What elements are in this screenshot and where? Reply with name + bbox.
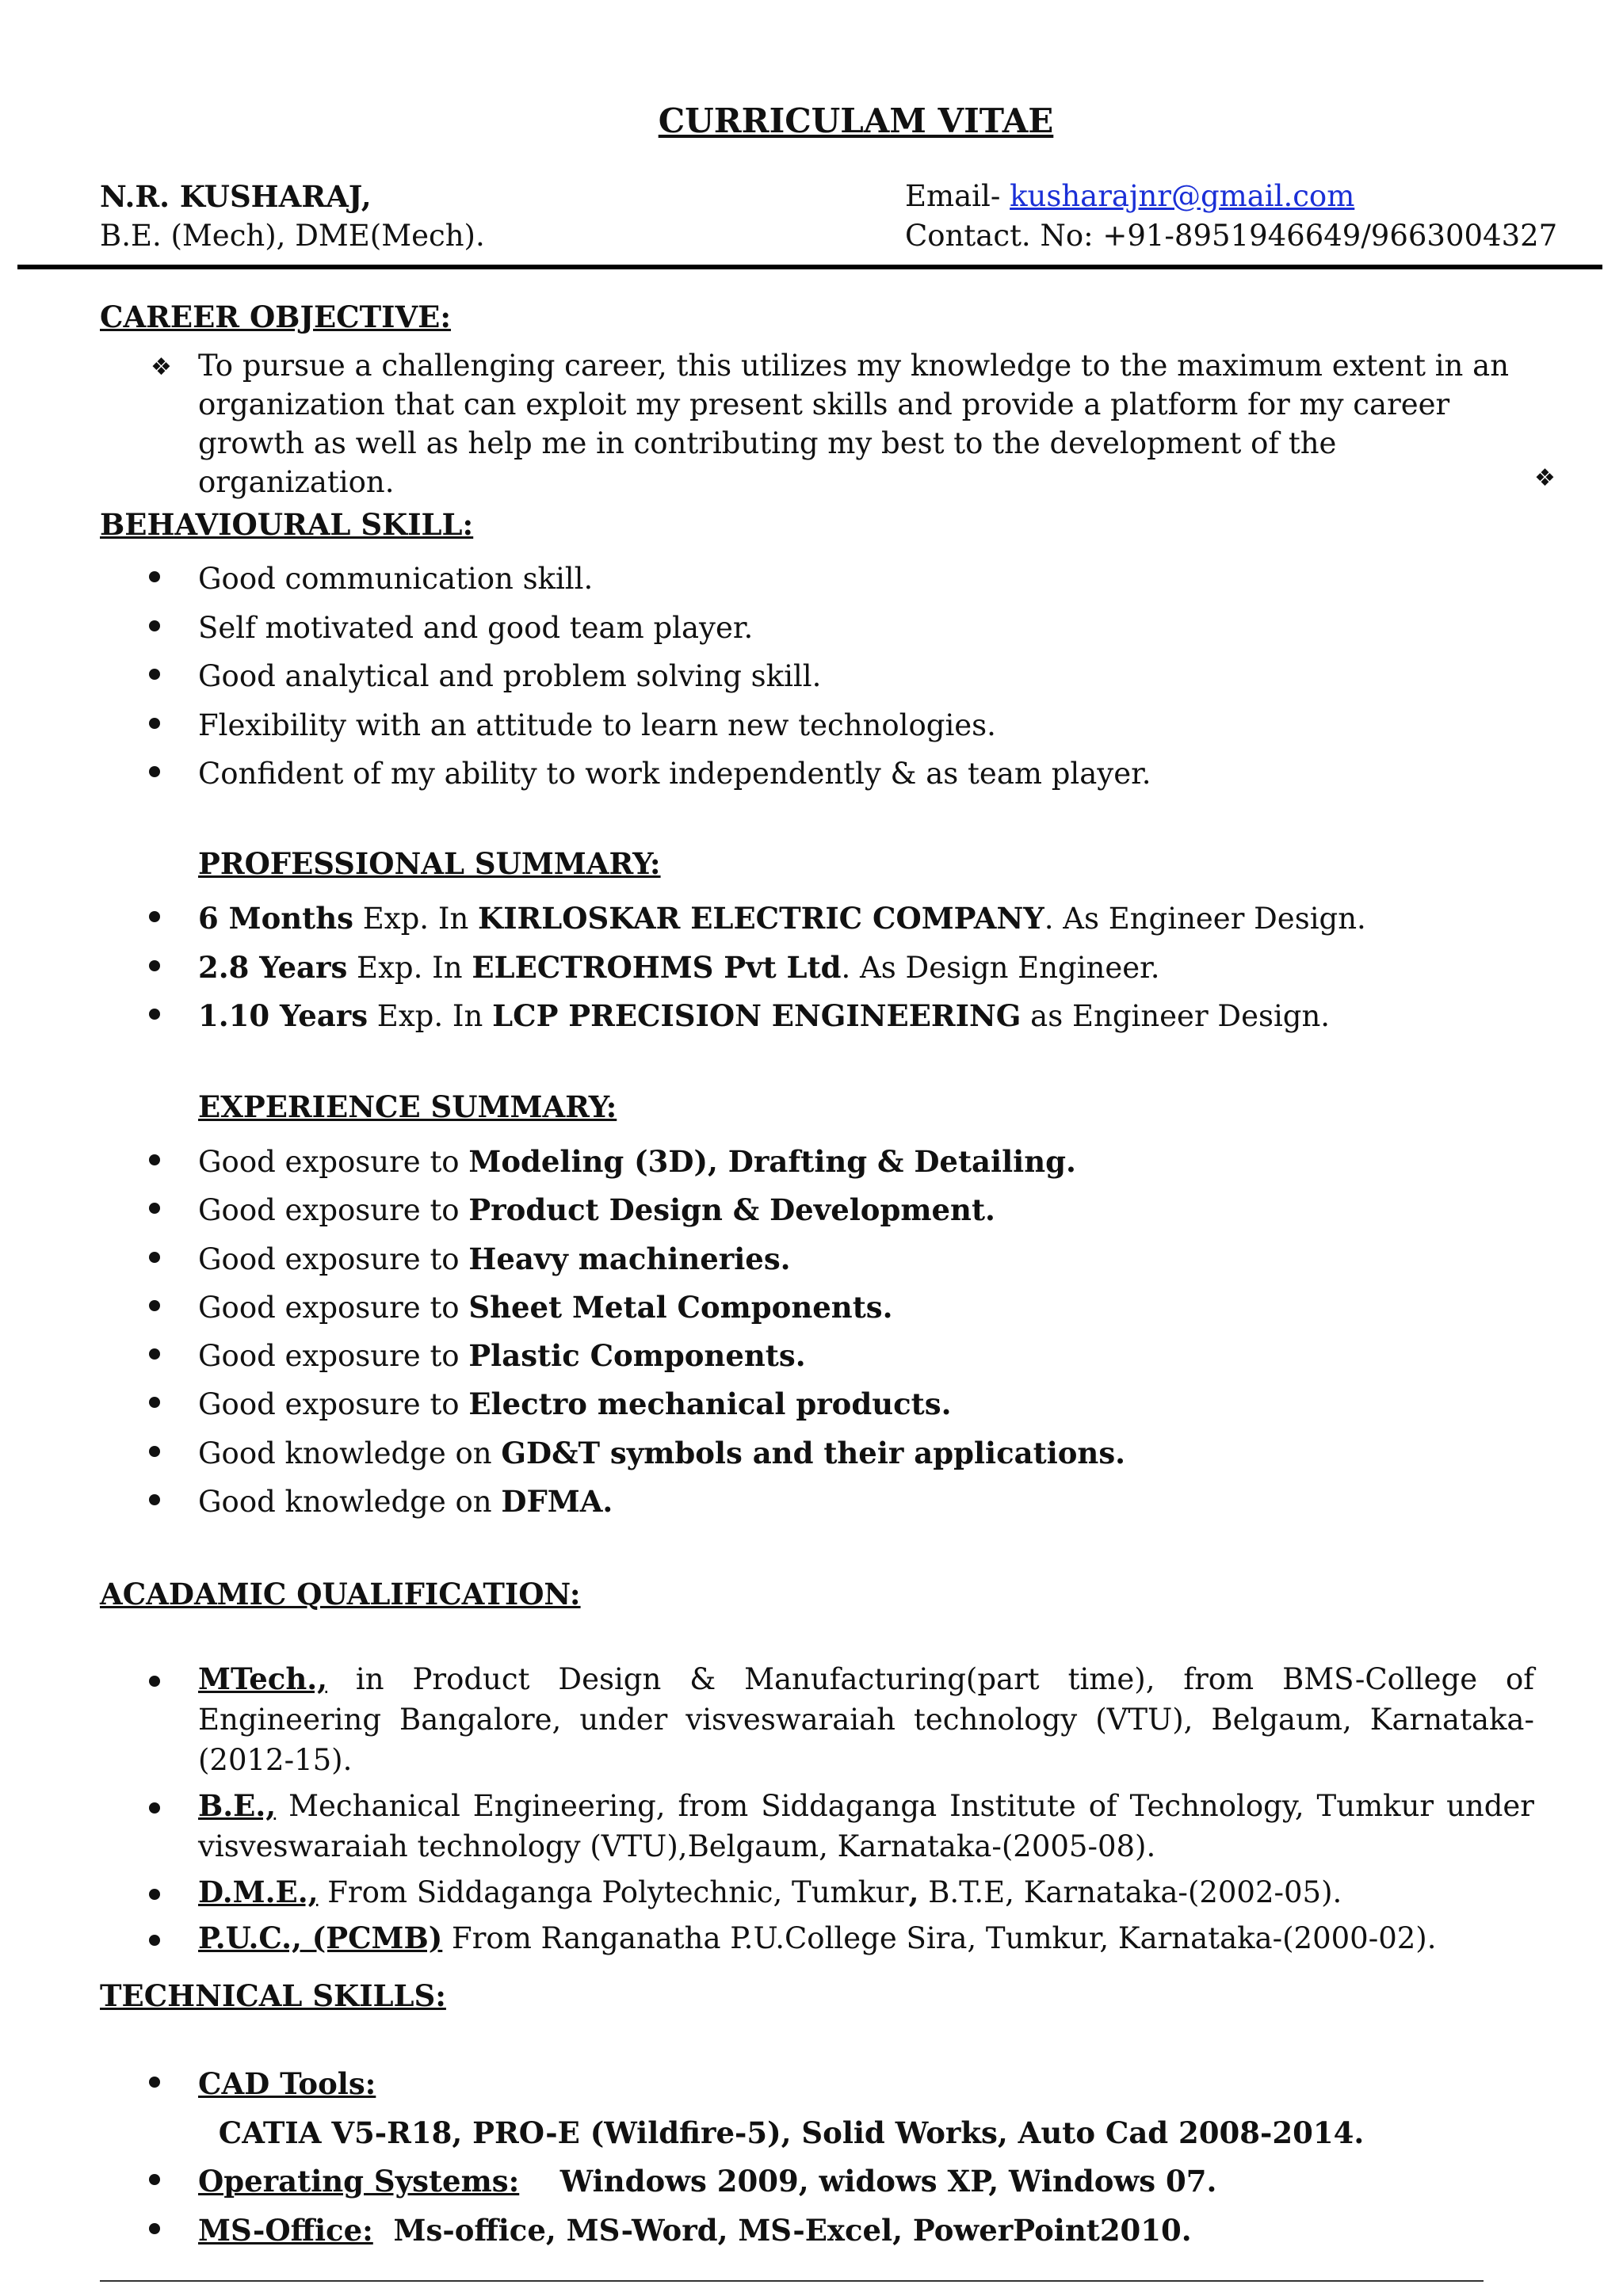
item-text: Good knowledge on [198, 1436, 502, 1470]
experience-summary-heading: EXPERIENCE SUMMARY: [198, 1089, 617, 1124]
candidate-qualification: B.E. (Mech), DME(Mech). [100, 219, 485, 253]
item-bold-text: Modeling (3D), Drafting & Detailing. [468, 1144, 1076, 1179]
email-link[interactable]: kusharajnr@gmail.com [1010, 179, 1355, 213]
item-bold-text: DFMA. [501, 1484, 613, 1520]
item-text: Good communication skill. [198, 562, 594, 596]
bullet-icon [149, 669, 160, 680]
item-text: Good analytical and problem solving skill. [198, 659, 822, 693]
list-item [100, 749, 1534, 799]
item-text: From Ranganatha P.U.College Sira, Tumkur, Karnataka-(2000-02). [442, 1921, 1437, 1955]
bullet-icon [149, 1889, 160, 1900]
list-item [100, 1186, 1534, 1234]
list-item [100, 1918, 1534, 1958]
skill-label: Operating Systems: [198, 2164, 520, 2199]
company-name: LCP PRECISION ENGINEERING [492, 998, 1022, 1033]
list-item [100, 1235, 1534, 1283]
list-item [100, 944, 1534, 993]
item-bold-text: Heavy machineries. [468, 1241, 791, 1276]
technical-skills-heading: TECHNICAL SKILLS: [100, 1978, 446, 2013]
item-bold-text: Product Design & Development. [468, 1192, 995, 1228]
item-text: Flexibility with an attitude to learn new technologies. [198, 707, 996, 742]
bullet-icon [149, 1300, 160, 1311]
list-item [100, 1138, 1534, 1186]
bullet-icon [149, 1446, 160, 1457]
candidate-name: N.R. KUSHARAJ, [100, 179, 372, 214]
list-item [100, 992, 1534, 1041]
bullet-icon [149, 2223, 160, 2234]
experience-summary-list [100, 1138, 1534, 1526]
bullet-icon [149, 960, 160, 971]
skill-value: CATIA V5-R18, PRO-E (Wildfire-5), Solid Works, Auto Cad 2008-2014. [198, 2115, 1365, 2150]
footer-divider [100, 2280, 1484, 2282]
item-bold-text: Plastic Components. [468, 1338, 806, 1374]
bullet-icon [149, 571, 160, 582]
list-item [100, 1332, 1534, 1380]
professional-summary-heading: PROFESSIONAL SUMMARY: [198, 846, 661, 881]
email-line [905, 177, 1557, 216]
duration: 1.10 Years [198, 998, 369, 1033]
company-name: ELECTROHMS Pvt Ltd [472, 949, 842, 985]
item-text: Exp. In [347, 950, 472, 985]
contact-number: Contact. No: +91-8951946649/9663004327 [905, 219, 1558, 253]
academic-qualification-list [100, 1659, 1534, 1958]
bullet-icon [149, 2077, 160, 2088]
bullet-icon [149, 1348, 160, 1360]
list-item [100, 701, 1534, 750]
bullet-icon [149, 1494, 160, 1505]
bullet-icon [149, 1203, 160, 1214]
technical-skills-list [100, 2060, 1534, 2255]
document-title: CURRICULAM VITAE [658, 101, 1054, 140]
career-objective-text: To pursue a challenging career, this utilizes my knowledge to the maximum extent in an organization that can exploit my present skills and provide a platform for my career growth as well as help me in contributing my best to the development of the organization. [198, 349, 1510, 499]
bullet-icon [149, 1397, 160, 1408]
bullet-icon [149, 1154, 160, 1165]
bullet-icon [149, 718, 160, 729]
item-bold-text: Sheet Metal Components. [468, 1289, 893, 1325]
item-text: Good exposure to [198, 1290, 469, 1325]
degree-label: P.U.C., (PCMB) [198, 1920, 443, 1955]
bullet-icon [149, 2174, 160, 2185]
company-name: KIRLOSKAR ELECTRIC COMPANY [478, 901, 1044, 936]
email-label: Email- [905, 179, 1010, 213]
list-item [100, 604, 1534, 653]
item-bold-text: Electro mechanical products. [468, 1386, 952, 1422]
behavioural-skill-list [100, 555, 1534, 799]
header-right [905, 177, 1557, 256]
item-text: Confident of my ability to work independently & as team player. [198, 757, 1151, 791]
list-item [100, 2157, 1534, 2206]
bullet-icon [149, 1802, 160, 1814]
list-item [100, 2060, 1534, 2157]
item-text: B.T.E, Karnataka-(2002-05). [918, 1875, 1342, 1909]
item-text: in Product Design & Manufacturing(part time), from BMS-College of Engineering Bangalore, under visveswaraiah technology (VTU), Belgaum, Karnataka- (2012-15). [198, 1662, 1534, 1777]
role-text: as Engineer Design. [1021, 999, 1331, 1033]
list-item [100, 1283, 1534, 1332]
list-item [100, 1429, 1534, 1478]
item-text: Mechanical Engineering, from Siddaganga Institute of Technology, Tumkur under visveswaraiah technology (VTU),Belgaum, Karnataka-(2005-08). [198, 1789, 1534, 1863]
skill-value: Ms-office, MS-Word, MS-Excel, PowerPoint2010. [372, 2212, 1192, 2248]
bullet-icon [149, 1676, 160, 1687]
item-text: Self motivated and good team player. [198, 610, 754, 645]
list-item [100, 1380, 1534, 1428]
item-text: Good exposure to [198, 1339, 469, 1374]
degree-label: B.E., [198, 1788, 277, 1823]
item-bold-text: , [908, 1875, 919, 1909]
item-bold-text: GD&T symbols and their applications. [501, 1435, 1126, 1470]
behavioural-skill-heading: BEHAVIOURAL SKILL: [100, 507, 474, 542]
bullet-icon [149, 766, 160, 777]
list-item [100, 1659, 1534, 1780]
degree-label: D.M.E., [198, 1875, 319, 1909]
academic-qualification-heading: ACADAMIC QUALIFICATION: [100, 1577, 581, 1611]
bullet-icon [149, 1252, 160, 1263]
diamond-bullet-icon: ❖ [1534, 464, 1556, 492]
skill-value: Windows 2009, widows XP, Windows 07. [519, 2164, 1217, 2199]
item-text: Good exposure to [198, 1145, 469, 1179]
item-text: Good knowledge on [198, 1485, 502, 1520]
professional-summary-list [100, 894, 1534, 1041]
career-objective-list [100, 346, 1534, 502]
role-text: . As Design Engineer. [841, 950, 1160, 985]
skill-label: MS-Office: [198, 2212, 373, 2248]
list-item [100, 894, 1534, 944]
list-item [100, 1786, 1534, 1867]
list-item [100, 555, 1534, 604]
item-text: Good exposure to [198, 1193, 469, 1228]
list-item [100, 2206, 1534, 2256]
role-text: . As Engineer Design. [1044, 902, 1366, 936]
list-item [100, 1478, 1534, 1526]
diamond-bullet-icon: ❖ [151, 353, 172, 381]
list-item [100, 652, 1534, 701]
bullet-icon [149, 1009, 160, 1020]
item-text: From Siddaganga Polytechnic, Tumkur [318, 1875, 909, 1909]
degree-label: MTech., [198, 1661, 327, 1696]
item-text: Good exposure to [198, 1241, 469, 1276]
list-item [100, 346, 1534, 502]
duration: 6 Months [198, 901, 353, 936]
career-objective-heading: CAREER OBJECTIVE: [100, 299, 452, 334]
header-left [100, 177, 485, 256]
bullet-icon [149, 1935, 160, 1946]
duration: 2.8 Years [198, 949, 348, 985]
skill-label: CAD Tools: [198, 2066, 376, 2101]
list-item [100, 1872, 1534, 1913]
item-text: Exp. In [368, 999, 493, 1033]
item-text: Good exposure to [198, 1387, 469, 1422]
header-divider [17, 265, 1602, 269]
item-text: Exp. In [353, 902, 479, 936]
bullet-icon [149, 911, 160, 922]
bullet-icon [149, 620, 160, 631]
